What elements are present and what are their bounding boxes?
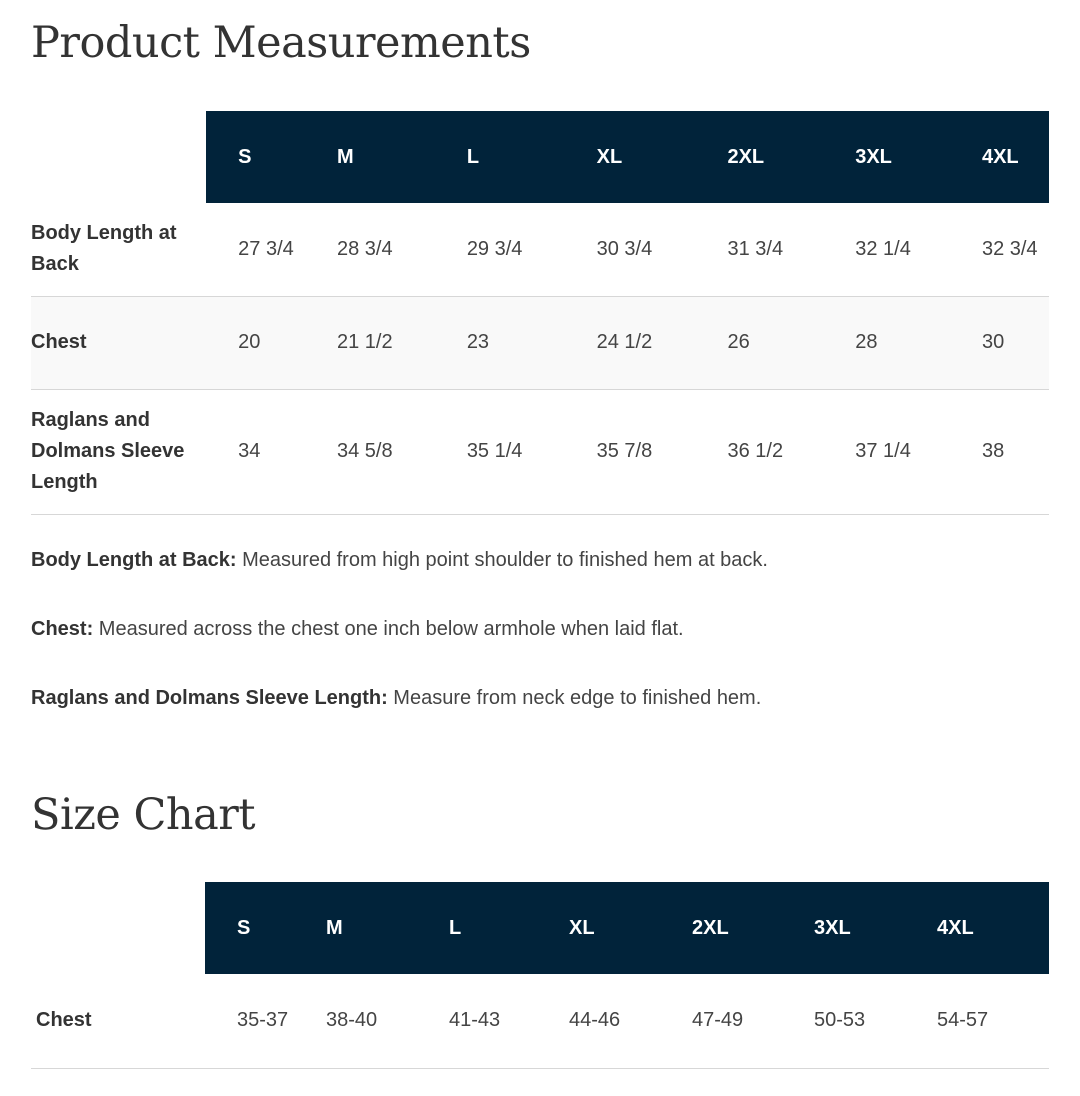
table-cell: 28 bbox=[855, 331, 878, 353]
size-header-m: M bbox=[326, 882, 449, 974]
table-cell: 32 1/4 bbox=[855, 237, 911, 260]
definition-text: Measure from neck edge to finished hem. bbox=[387, 687, 762, 709]
measurements-header-row bbox=[31, 111, 1049, 203]
size-header-l: L bbox=[467, 111, 597, 203]
table-cell: 35-37 bbox=[237, 1009, 289, 1032]
size-header-2xl: 2XL bbox=[727, 111, 855, 203]
size-header-4xl: 4XL bbox=[937, 882, 1049, 974]
size-header-3xl: 3XL bbox=[855, 111, 982, 203]
row-label-sleeve-length: Raglans and Dolmans Sleeve Length bbox=[31, 409, 185, 493]
table-cell: 44-46 bbox=[569, 1009, 621, 1032]
measurement-definitions bbox=[31, 545, 1051, 714]
definition-term: Chest: bbox=[31, 618, 94, 640]
row-label-chest: Chest bbox=[31, 331, 87, 353]
size-header-xl: XL bbox=[569, 882, 692, 974]
table-cell: 29 3/4 bbox=[466, 237, 523, 260]
table-cell: 28 3/4 bbox=[337, 237, 393, 260]
measurements-title: Product Measurements bbox=[31, 18, 531, 68]
size-header-l: L bbox=[449, 882, 569, 974]
table-cell: 34 bbox=[238, 440, 261, 462]
definition-text: Measured from high point shoulder to finished hem at back. bbox=[236, 549, 768, 571]
size-header-m: M bbox=[337, 111, 467, 203]
table-cell: 38 bbox=[981, 440, 1005, 462]
table-cell: 35 1/4 bbox=[466, 440, 523, 462]
table-cell: 54-57 bbox=[937, 1009, 989, 1032]
size-header-2xl: 2XL bbox=[692, 882, 814, 974]
table-cell: 30 bbox=[981, 331, 1005, 353]
table-cell: 23 bbox=[466, 331, 490, 353]
table-cell: 24 1/2 bbox=[596, 331, 653, 353]
definition-chest bbox=[31, 614, 1051, 645]
size-chart-header-row bbox=[31, 882, 1049, 974]
definition-sleeve-length bbox=[31, 683, 1051, 714]
size-header-3xl: 3XL bbox=[814, 882, 937, 974]
row-label-chest: Chest bbox=[36, 1009, 92, 1032]
table-cell: 27 3/4 bbox=[238, 237, 294, 260]
table-cell: 36 1/2 bbox=[727, 440, 784, 462]
definition-term: Body Length at Back: bbox=[31, 549, 237, 571]
definition-term: Raglans and Dolmans Sleeve Length: bbox=[31, 687, 388, 709]
measurements-table bbox=[31, 111, 1049, 515]
table-cell: 20 bbox=[238, 331, 261, 353]
table-cell: 30 3/4 bbox=[596, 237, 653, 260]
table-row bbox=[31, 296, 1049, 389]
table-cell: 41-43 bbox=[449, 1009, 501, 1032]
size-chart-table bbox=[31, 882, 1049, 1069]
table-cell: 50-53 bbox=[814, 1009, 866, 1032]
size-header-xl: XL bbox=[597, 111, 728, 203]
table-cell: 32 3/4 bbox=[981, 237, 1038, 260]
size-chart-title: Size Chart bbox=[31, 790, 256, 840]
definition-body-length bbox=[31, 545, 1051, 576]
table-row bbox=[31, 389, 1049, 514]
table-cell: 38-40 bbox=[326, 1009, 378, 1032]
header-blank-cell bbox=[31, 882, 205, 974]
definition-text: Measured across the chest one inch below armhole when laid flat. bbox=[93, 618, 684, 640]
size-header-s: S bbox=[205, 882, 326, 974]
table-cell: 26 bbox=[727, 331, 750, 353]
table-cell: 37 1/4 bbox=[855, 440, 911, 462]
table-cell: 21 1/2 bbox=[337, 331, 393, 353]
table-row bbox=[31, 974, 1049, 1068]
header-blank-cell bbox=[31, 111, 206, 203]
table-cell: 31 3/4 bbox=[727, 237, 784, 260]
size-header-4xl: 4XL bbox=[982, 111, 1049, 203]
table-cell: 47-49 bbox=[692, 1009, 744, 1032]
table-cell: 35 7/8 bbox=[596, 440, 653, 462]
table-row bbox=[31, 203, 1049, 296]
row-label-body-length: Body Length at Back bbox=[31, 222, 177, 276]
table-cell: 34 5/8 bbox=[337, 440, 393, 462]
size-header-s: S bbox=[206, 111, 337, 203]
